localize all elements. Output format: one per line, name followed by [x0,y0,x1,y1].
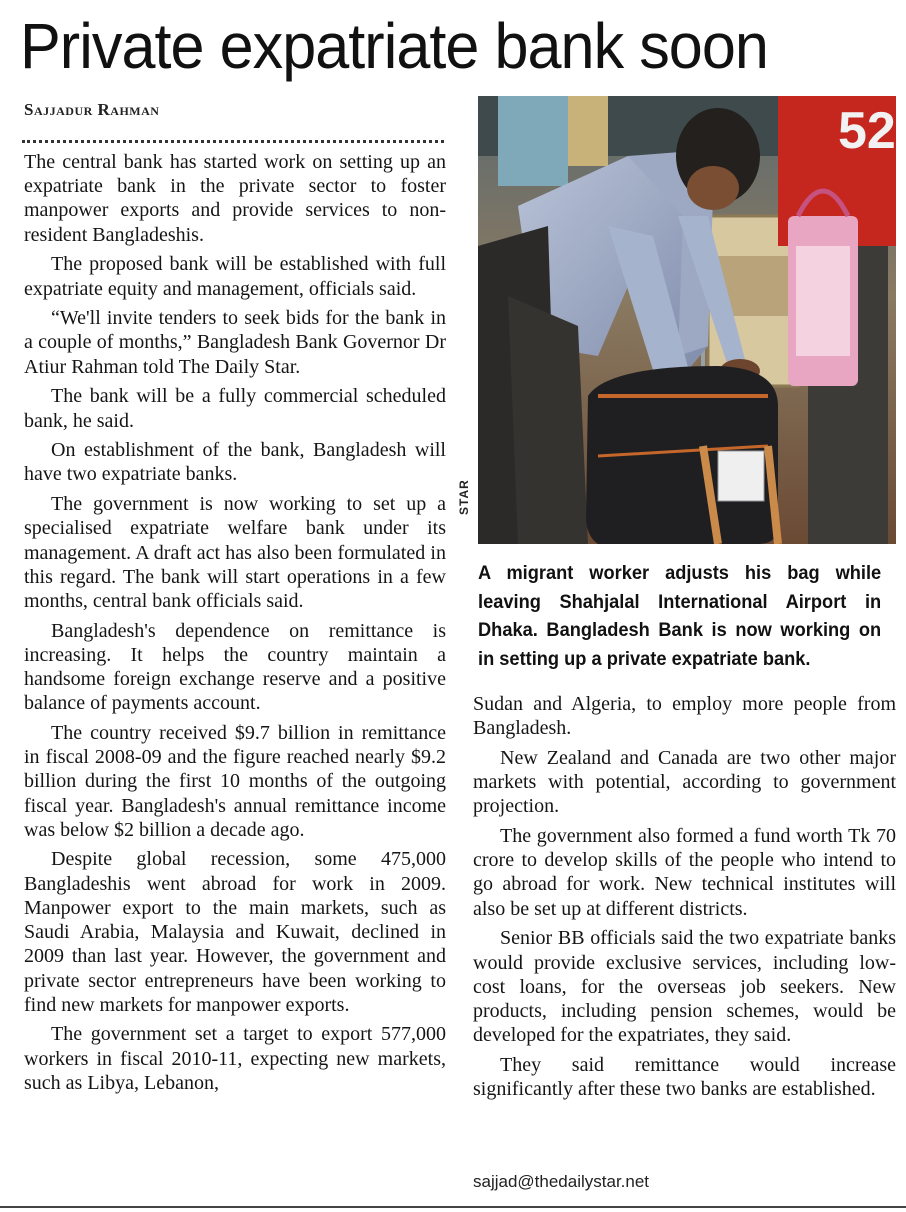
paragraph: The bank will be a fully commercial scheduled bank, he said. [24,385,446,432]
paragraph: New Zealand and Canada are two other major markets with potential, according to government projection. [473,746,896,818]
article-right-column [473,692,896,1107]
paragraph: “We'll invite tenders to seek bids for the bank in a couple of months,” Bangladesh Bank Governor Dr Atiur Rahman told The Daily Star. [24,307,446,378]
paragraph: Bangladesh's dependence on remittance is increasing. It helps the country maintain a handsome foreign exchange reserve and a positive balance of payments account. [24,619,446,715]
paragraph: They said remittance would increase significantly after these two banks are established. [473,1053,896,1101]
paragraph: The government set a target to export 577,000 workers in fiscal 2010-11, expecting new markets, such as Libya, Lebanon, [24,1023,446,1094]
photo-caption: A migrant worker adjusts his bag while leaving Shahjalal International Airport in Dhaka. Bangladesh Bank is now working on in setting up a private expatriate bank. [478,563,882,670]
shirt-number: 52 [838,102,896,160]
paragraph: The country received $9.7 billion in remittance in fiscal 2008-09 and the figure reached nearly $9.2 billion during the first 10 months of the outgoing fiscal year. Bangladesh's annual remittance income was below $2 billion a decade ago. [24,721,446,841]
bottom-divider [0,1206,906,1208]
headline: Private expatriate bank soon [20,10,768,82]
dotted-divider [22,140,444,143]
byline: Sajjadur Rahman [24,100,160,119]
paragraph: The central bank has started work on setting up an expatriate bank in the private sector to foster manpower exports and provide services to non-resident Bangladeshis. [24,151,446,246]
author-email: sajjad@thedailystar.net [473,1172,650,1191]
paragraph: Senior BB officials said the two expatriate banks would provide exclusive services, including low-cost loans, for the overseas job seekers. New products, including pension schemes, would be developed for the expatriates, they said. [473,927,896,1047]
paragraph: The proposed bank will be established with full expatriate equity and management, officials said. [24,253,446,300]
paragraph: Sudan and Algeria, to employ more people from Bangladesh. [473,693,896,740]
migrant-worker-photo [478,96,896,544]
article-left-column [24,150,446,1101]
paragraph: The government also formed a fund worth Tk 70 crore to develop skills of the people who intend to go abroad for work. New technical institutes will also be set up at different districts. [473,825,896,920]
photo-credit: STAR [457,479,471,515]
paragraph: Despite global recession, some 475,000 Bangladeshis went abroad for work in 2009. Manpower export to the main markets, such as Saudi Arabia, Malaysia and Kuwait, declined in 2009 than last year. However, the government and private sector entrepreneurs have been working to find new markets for manpower exports. [24,848,446,1016]
paragraph: On establishment of the bank, Bangladesh will have two expatriate banks. [24,439,446,486]
news-photo [478,96,896,544]
paragraph: The government is now working to set up a specialised expatriate welfare bank under its management. A draft act has also been formulated in this regard. The bank will start operations in a few months, central bank officials said. [24,493,446,612]
